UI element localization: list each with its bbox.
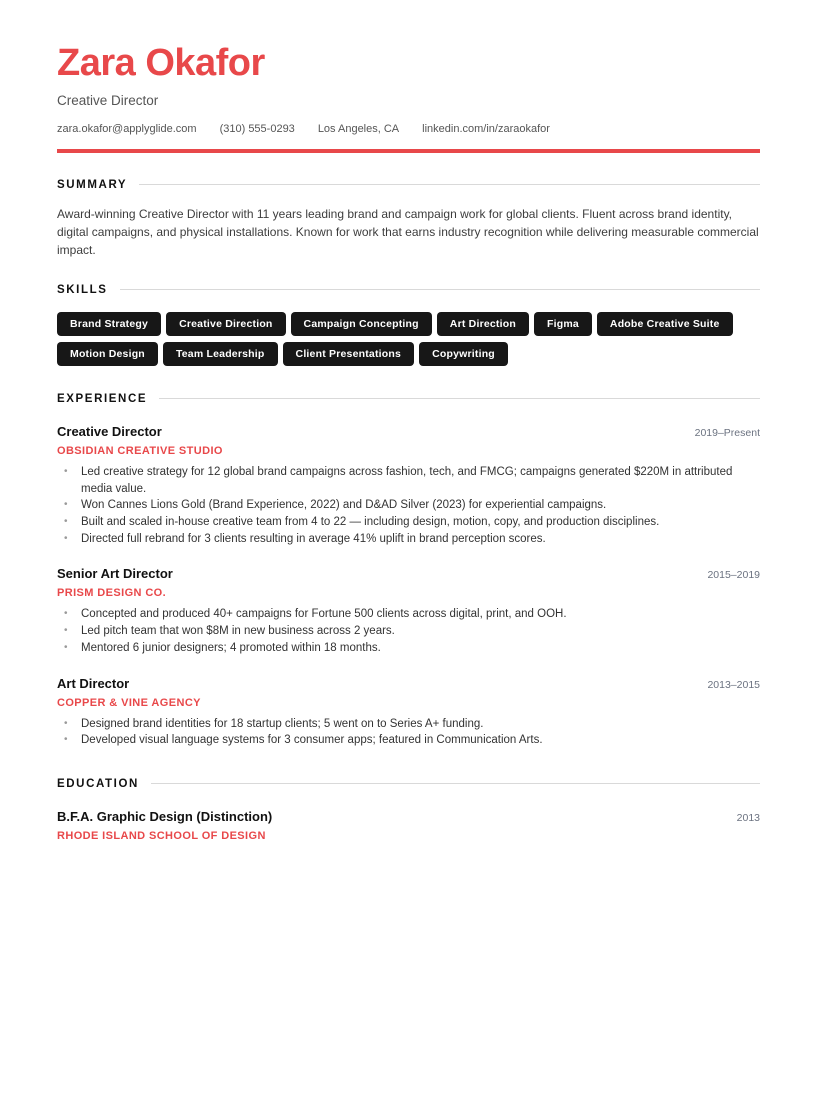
section-rule [120, 289, 761, 290]
job-bullet: • Designed brand identities for 18 startup clients; 5 went on to Series A+ funding. [57, 716, 760, 733]
job-head [57, 676, 760, 691]
job-bullet: • Mentored 6 junior designers; 4 promoted within 18 months. [57, 640, 760, 657]
education-dates: 2013 [736, 811, 760, 824]
job-bullet: • Concepted and produced 40+ campaigns for Fortune 500 clients across digital, print, and OOH. [57, 606, 760, 623]
education-school: RHODE ISLAND SCHOOL OF DESIGN [57, 829, 266, 842]
education-section [57, 778, 760, 842]
education-head [57, 809, 760, 824]
skill-pill: Adobe Creative Suite [597, 312, 733, 336]
job-dates: 2013–2015 [707, 678, 760, 691]
skills-section [57, 284, 760, 366]
skills-section-head [57, 284, 760, 296]
skills-section-label: SKILLS [57, 283, 108, 296]
skill-pill: Motion Design [57, 342, 158, 366]
job-bullet-list [57, 716, 760, 749]
job-title: Creative Director [57, 423, 162, 439]
accent-divider [57, 149, 760, 153]
summary-section [57, 179, 760, 259]
contact-linkedin: linkedin.com/in/zaraokafor [422, 122, 550, 135]
person-name: Zara Okafor [57, 42, 265, 84]
job-entry [57, 424, 760, 548]
skill-pill: Team Leadership [163, 342, 278, 366]
job-dates: 2019–Present [694, 426, 760, 439]
job-bullet: • Built and scaled in-house creative team from 4 to 22 — including design, motion, copy, and production disciplines. [57, 514, 760, 531]
section-rule [139, 184, 760, 185]
resume-header [57, 44, 760, 153]
skills-pill-list [57, 312, 760, 366]
person-title: Creative Director [57, 92, 159, 108]
experience-section [57, 393, 760, 749]
job-bullet: • Led creative strategy for 12 global brand campaigns across fashion, tech, and FMCG; campaigns generated $220M in attributed media value. [57, 464, 760, 497]
job-bullet: • Won Cannes Lions Gold (Brand Experience, 2022) and D&AD Silver (2023) for experiential campaigns. [57, 497, 760, 514]
education-section-head [57, 778, 760, 790]
job-company: PRISM DESIGN CO. [57, 587, 167, 600]
job-bullet: • Led pitch team that won $8M in new business across 2 years. [57, 623, 760, 640]
skill-pill: Campaign Concepting [291, 312, 432, 336]
education-entry [57, 809, 760, 842]
skill-pill: Copywriting [419, 342, 508, 366]
experience-section-label: EXPERIENCE [57, 392, 148, 405]
skill-pill: Client Presentations [283, 342, 415, 366]
job-bullet-list [57, 606, 760, 656]
job-bullet: • Developed visual language systems for 3 consumer apps; featured in Communication Arts. [57, 732, 760, 749]
section-rule [151, 783, 760, 784]
section-rule [159, 398, 760, 399]
experience-section-head [57, 393, 760, 405]
skill-pill: Brand Strategy [57, 312, 161, 336]
job-title: Art Director [57, 675, 130, 691]
job-title: Senior Art Director [57, 566, 173, 582]
skill-pill: Figma [534, 312, 592, 336]
summary-section-label: SUMMARY [57, 178, 128, 191]
job-company: OBSIDIAN CREATIVE STUDIO [57, 444, 223, 457]
summary-section-head [57, 179, 760, 191]
job-head [57, 566, 760, 581]
job-company: COPPER & VINE AGENCY [57, 696, 201, 709]
education-degree: B.F.A. Graphic Design (Distinction) [57, 808, 273, 824]
job-dates: 2015–2019 [707, 569, 760, 582]
job-head [57, 424, 760, 439]
contact-email: zara.okafor@applyglide.com [57, 122, 197, 135]
skill-pill: Creative Direction [166, 312, 285, 336]
education-section-label: EDUCATION [57, 777, 139, 790]
job-bullet-list [57, 464, 760, 548]
contact-location: Los Angeles, CA [317, 122, 400, 135]
skill-pill: Art Direction [437, 312, 529, 336]
job-bullet: • Directed full rebrand for 3 clients resulting in average 41% uplift in brand perception scores. [57, 531, 760, 548]
contact-phone: (310) 555-0293 [219, 122, 295, 135]
summary-text: Award-winning Creative Director with 11 years leading brand and campaign work for global clients. Fluent across brand identity, digital campaigns, and physical installations. Known for work that earns industry recognition while delivering measurable commercial impact. [57, 206, 759, 257]
job-entry [57, 676, 760, 749]
job-entry [57, 566, 760, 656]
contact-row [57, 123, 760, 135]
